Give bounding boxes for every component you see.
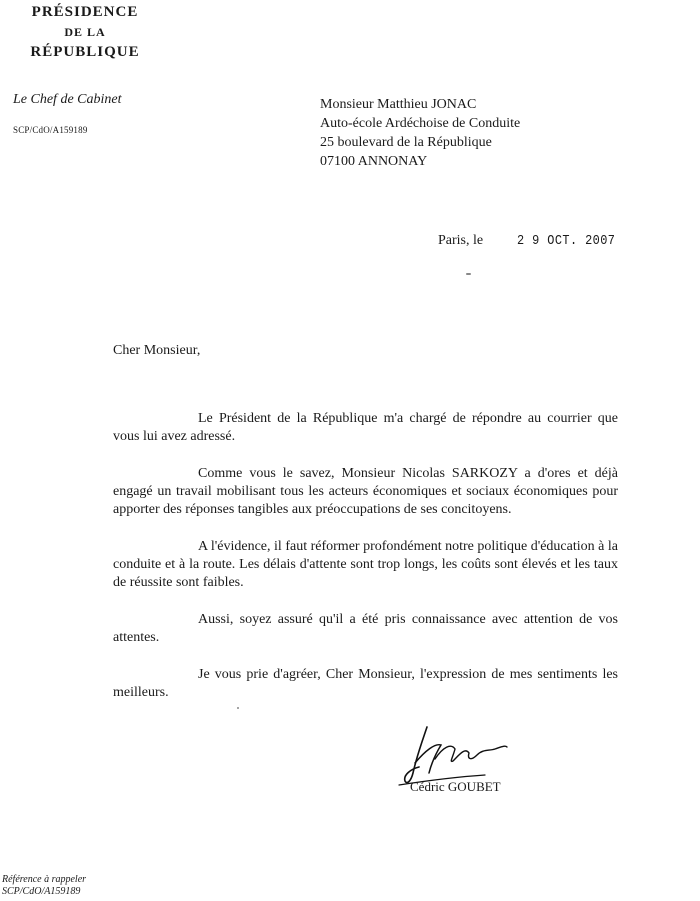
paragraph-2: Comme vous le savez, Monsieur Nicolas SARKOZY a d'ores et déjà engagé un travail mobilisant tous les acteurs économiques et sociaux économiques pour apporter des réponses tangibles aux préoccupations de ses concitoyens. <box>113 466 618 517</box>
footer-line-1: Référence à rappeler <box>2 874 87 885</box>
sender-reference: SCP/CdO/A159189 <box>13 125 88 135</box>
date-place: Paris, le <box>438 233 484 248</box>
letterhead-line-2: DE LA <box>64 25 106 39</box>
paragraph-1: Le Président de la République m'a chargé de répondre au courrier que vous lui avez adressé. <box>113 411 618 444</box>
letterhead-line-1: PRÉSIDENCE <box>31 4 139 20</box>
recipient-name: Monsieur Matthieu JONAC <box>320 97 477 112</box>
scan-speck <box>466 273 471 275</box>
sender-title: Le Chef de Cabinet <box>13 92 122 107</box>
letterhead <box>0 2 170 62</box>
recipient-company: Auto-école Ardéchoise de Conduite <box>320 116 521 131</box>
recipient-city: 07100 ANNONAY <box>320 154 428 169</box>
footer-reference <box>2 874 86 898</box>
recipient-address <box>320 95 520 171</box>
date-stamp: 2 9 OCT. 2007 <box>516 233 615 249</box>
footer-line-2: SCP/CdO/A159189 <box>2 886 81 897</box>
letter-body <box>113 410 618 721</box>
paragraph-5: Je vous prie d'agréer, Cher Monsieur, l'expression de mes sentiments les meilleurs. <box>113 667 618 700</box>
letter-date <box>438 233 632 249</box>
paragraph-3: A l'évidence, il faut réformer profondément notre politique d'éducation à la conduite et à la route. Les délais d'attente sont trop longs, les coûts sont élevés et les taux de réussite sont faibles. <box>113 539 618 590</box>
paragraph-4: Aussi, soyez assuré qu'il a été pris connaissance avec attention de vos attentes. <box>113 612 618 645</box>
signer-name: Cédric GOUBET <box>410 779 501 794</box>
letterhead-line-3: RÉPUBLIQUE <box>30 44 140 60</box>
salutation: Cher Monsieur, <box>113 343 201 358</box>
recipient-street: 25 boulevard de la République <box>320 135 492 150</box>
